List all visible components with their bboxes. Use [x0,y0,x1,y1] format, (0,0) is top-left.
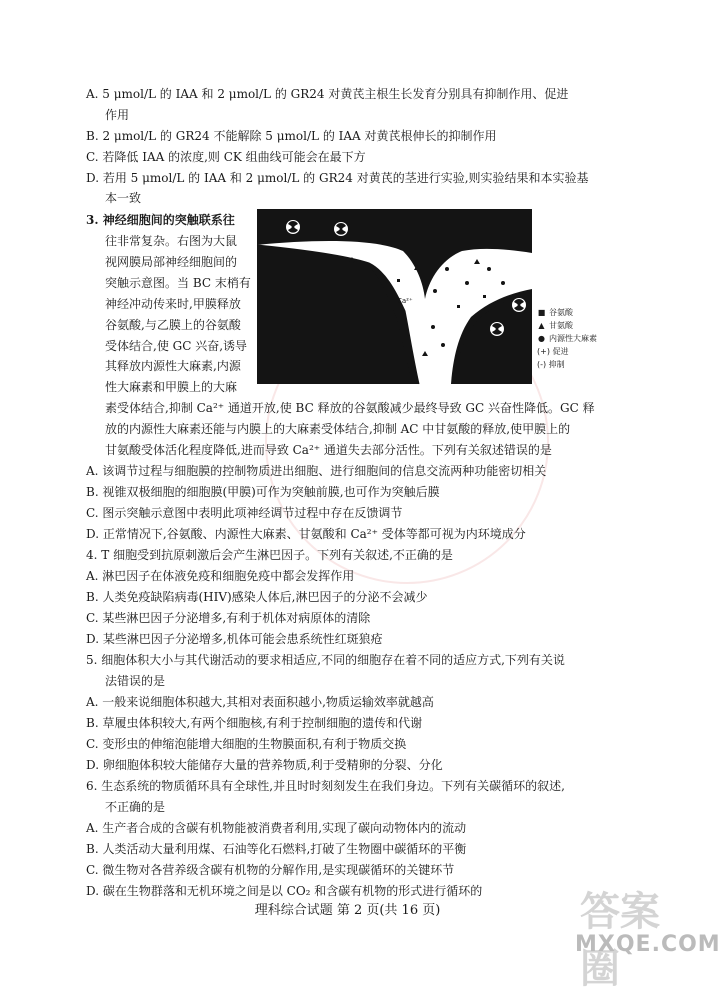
q3-option-c: C. 图示突触示意图中表明此项神经调节过程中存在反馈调节 [86,506,403,520]
q5-option-c: C. 变形虫的伸缩泡能增大细胞的生物膜面积,有利于物质交换 [86,737,407,751]
legend-item-cannabinoid: ● 内源性大麻素 [538,334,597,343]
q5-option-a: A. 一般来说细胞体积越大,其相对表面积越小,物质运输效率就越高 [86,695,434,709]
q3-stem-line5: 神经冲动传来时,甲膜释放 [105,297,241,311]
watermark: MXQE.COM [575,932,721,957]
receptor-icon [512,298,526,312]
q3-stem-line11: 放的内源性大麻素还能与内膜上的大麻素受体结合,抑制 AC 中甘氨酸的释放,使甲膜上的 [105,422,571,436]
q3-stem-line9: 性大麻素和甲膜上的大麻 [105,380,238,394]
q3-stem-line6: 谷氨酸,与乙膜上的谷氨酸 [105,318,241,332]
q3-option-a: A. 该调节过程与细胞膜的控制物质进出细胞、进行细胞间的信息交流两种功能密切相关 [86,464,547,478]
receptor-icon [334,222,348,236]
calcium-label: Ca²⁺ [397,297,413,305]
q3-stem-line12: 甘氨酸受体活化程度降低,进而导致 Ca²⁺ 通道失去部分活性。下列有关叙述错误的是 [105,443,552,457]
triangle-icon: ▲ [538,321,545,330]
q3-stem-line7: 受体结合,使 GC 兴奋,诱导 [105,339,248,353]
q6-option-c: C. 微生物对各营养级含碳有机物的分解作用,是实现碳循环的关键环节 [86,863,455,877]
q5-option-d: D. 卵细胞体积较大能储存大量的营养物质,利于受精卵的分裂、分化 [86,758,443,772]
legend-item-glycine: ▲ 甘氨酸 [538,321,573,330]
diagram-legend [537,306,637,371]
q5-stem-line2: 法错误的是 [105,674,166,688]
receptor-icon [286,220,300,234]
q6-stem-line2: 不正确的是 [105,800,166,814]
q3-stem-line8: 其释放内源性大麻素,内源 [105,359,241,373]
q4-option-d: D. 某些淋巴因子分泌增多,机体可能会患系统性红斑狼疮 [86,632,383,646]
q2-option-c: C. 若降低 IAA 的浓度,则 CK 组曲线可能会在最下方 [86,150,366,164]
legend-item-inhibit: (-) 抑制 [537,360,565,369]
q2-option-b: B. 2 μmol/L 的 GR24 不能解除 5 μmol/L 的 IAA 对黄芪根伸长的抑制作用 [86,129,497,143]
square-icon: ■ [537,308,546,317]
q3-stem-line2: 往非常复杂。右图为大鼠 [105,234,238,248]
q6-option-a: A. 生产者合成的含碳有机物能被消费者利用,实现了碳向动物体内的流动 [86,821,467,835]
q4-option-b: B. 人类免疫缺陷病毒(HIV)感染人体后,淋巴因子的分泌不会减少 [86,590,428,604]
q3-option-b: B. 视锥双极细胞的细胞膜(甲膜)可作为突触前膜,也可作为突触后膜 [86,485,440,499]
q3-stem-line1: 3. 神经细胞间的突触联系往 [86,213,235,227]
q3-stem-line10: 素受体结合,抑制 Ca²⁺ 通道开放,使 BC 释放的谷氨酸减少最终导致 GC 兴奋性降低。GC 释 [105,401,595,415]
page-footer: 理科综合试题 第 2 页(共 16 页) [254,903,441,918]
q2-option-d-line1: D. 若用 5 μmol/L 的 IAA 和 2 μmol/L 的 GR24 对黄芪的茎进行实验,则实验结果和本实验基 [86,171,589,185]
q4-stem: 4. T 细胞受到抗原刺激后会产生淋巴因子。下列有关叙述,不正确的是 [86,548,453,562]
q2-option-a-line1: A. 5 μmol/L 的 IAA 和 2 μmol/L 的 GR24 对黄芪主根生长发育分别具有抑制作用、促进 [86,87,569,101]
q6-option-d: D. 碳在生物群落和无机环境之间是以 CO₂ 和含碳有机物的形式进行循环的 [86,884,483,898]
q5-stem-line1: 5. 细胞体积大小与其代谢活动的要求相适应,不同的细胞存在着不同的适应方式,下列有关说 [86,653,565,667]
receptor-icon [490,322,504,336]
q6-stem-line1: 6. 生态系统的物质循环具有全球性,并且时时刻刻发生在我们身边。下列有关碳循环的叙述, [86,779,565,793]
q3-stem-line3: 视网膜局部神经细胞间的 [105,255,238,269]
q3-option-d: D. 正常情况下,谷氨酸、内源性大麻素、甘氨酸和 Ca²⁺ 受体等都可视为内环境成分 [86,527,526,541]
q4-option-c: C. 某些淋巴因子分泌增多,有利于机体对病原体的清除 [86,611,371,625]
q4-option-a: A. 淋巴因子在体液免疫和细胞免疫中都会发挥作用 [86,569,355,583]
legend-item-promote: (+) 促进 [537,347,569,356]
legend-item-glutamate: ■ 谷氨酸 [537,308,573,317]
watermark-cn: 答案圈 [580,889,660,992]
synapse-diagram [257,209,532,384]
q2-option-d-line2: 本一致 [105,191,142,205]
q3-stem-line4: 突触示意图。当 BC 末梢有 [105,276,251,290]
q6-option-b: B. 人类活动大量利用煤、石油等化石燃料,打破了生物圈中碳循环的平衡 [86,842,467,856]
q5-option-b: B. 草履虫体积较大,有两个细胞核,有利于控制细胞的遗传和代谢 [86,716,423,730]
q2-option-a-line2: 作用 [105,108,130,122]
dot-icon: ● [538,334,545,343]
